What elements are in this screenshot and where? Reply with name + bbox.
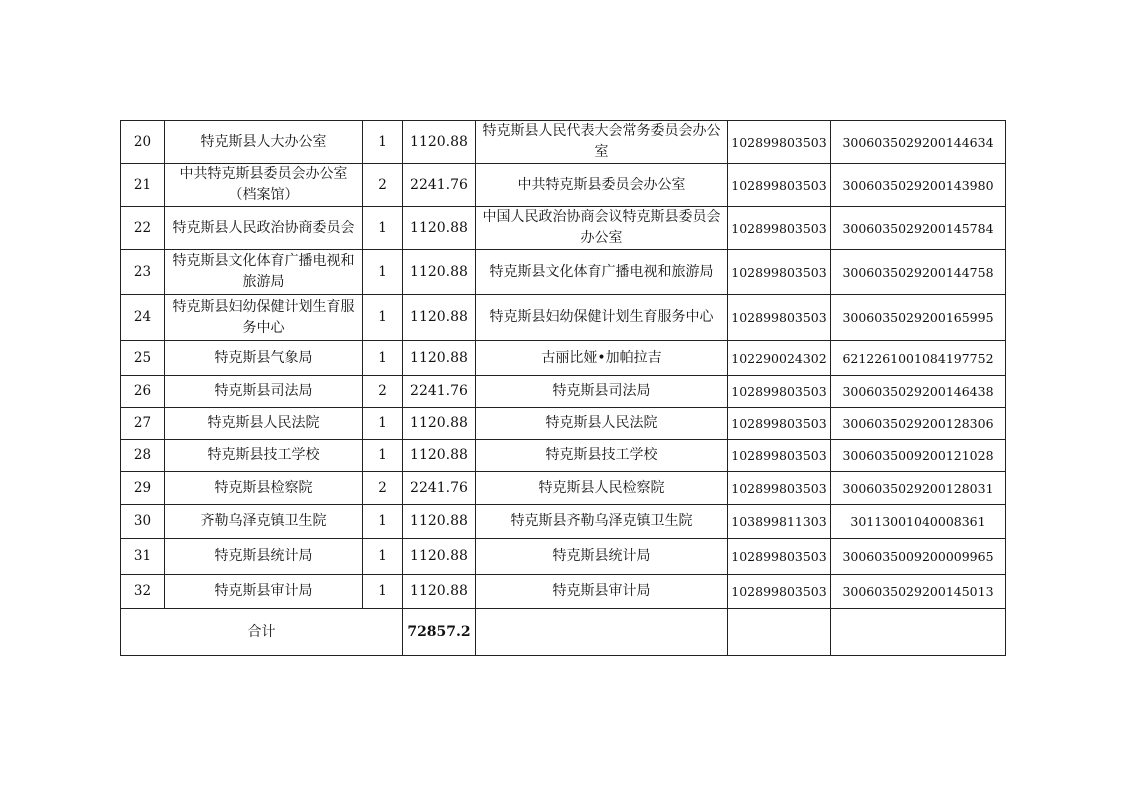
amount: 1120.88 bbox=[403, 121, 476, 164]
account-number: 3006035029200146438 bbox=[831, 376, 1006, 408]
person-count: 1 bbox=[363, 207, 403, 250]
table-body bbox=[121, 121, 1006, 656]
unit-name: 特克斯县妇幼保健计划生育服务中心 bbox=[165, 295, 363, 341]
unit-name: 特克斯县司法局 bbox=[165, 376, 363, 408]
person-count: 2 bbox=[363, 164, 403, 207]
bank-number: 102899803503 bbox=[728, 295, 831, 341]
payee-name: 特克斯县妇幼保健计划生育服务中心 bbox=[476, 295, 728, 341]
row-number: 23 bbox=[121, 250, 165, 295]
bank-number: 102899803503 bbox=[728, 207, 831, 250]
account-number: 3006035029200145013 bbox=[831, 575, 1006, 609]
unit-name: 特克斯县文化体育广播电视和旅游局 bbox=[165, 250, 363, 295]
unit-name: 特克斯县人民政治协商委员会 bbox=[165, 207, 363, 250]
table-row bbox=[121, 505, 1006, 539]
amount: 1120.88 bbox=[403, 505, 476, 539]
table-row bbox=[121, 376, 1006, 408]
payee-name: 特克斯县司法局 bbox=[476, 376, 728, 408]
payee-name: 特克斯县人民法院 bbox=[476, 408, 728, 440]
person-count: 1 bbox=[363, 505, 403, 539]
account-number: 3006035009200009965 bbox=[831, 539, 1006, 575]
amount: 2241.76 bbox=[403, 164, 476, 207]
table-row bbox=[121, 121, 1006, 164]
payee-name: 中国人民政治协商会议特克斯县委员会办公室 bbox=[476, 207, 728, 250]
table-row bbox=[121, 575, 1006, 609]
person-count: 1 bbox=[363, 250, 403, 295]
row-number: 28 bbox=[121, 440, 165, 472]
table-row bbox=[121, 440, 1006, 472]
transfer-table bbox=[120, 120, 1006, 656]
account-number: 6212261001084197752 bbox=[831, 341, 1006, 376]
table-row bbox=[121, 295, 1006, 341]
account-number: 3006035029200144634 bbox=[831, 121, 1006, 164]
person-count: 1 bbox=[363, 539, 403, 575]
table-row bbox=[121, 164, 1006, 207]
account-number: 3006035029200145784 bbox=[831, 207, 1006, 250]
payee-name: 特克斯县人民代表大会常务委员会办公室 bbox=[476, 121, 728, 164]
amount: 1120.88 bbox=[403, 575, 476, 609]
account-number: 3006035029200128031 bbox=[831, 472, 1006, 505]
total-label: 合计 bbox=[121, 609, 403, 656]
amount: 1120.88 bbox=[403, 250, 476, 295]
unit-name: 齐勒乌泽克镇卫生院 bbox=[165, 505, 363, 539]
bank-number: 102899803503 bbox=[728, 408, 831, 440]
account-number: 3006035029200144758 bbox=[831, 250, 1006, 295]
amount: 2241.76 bbox=[403, 472, 476, 505]
bank-number: 103899811303 bbox=[728, 505, 831, 539]
account-number: 3006035009200121028 bbox=[831, 440, 1006, 472]
row-number: 26 bbox=[121, 376, 165, 408]
unit-name: 中共特克斯县委员会办公室（档案馆） bbox=[165, 164, 363, 207]
unit-name: 特克斯县技工学校 bbox=[165, 440, 363, 472]
payee-name: 特克斯县齐勒乌泽克镇卫生院 bbox=[476, 505, 728, 539]
unit-name: 特克斯县人大办公室 bbox=[165, 121, 363, 164]
payee-name: 特克斯县文化体育广播电视和旅游局 bbox=[476, 250, 728, 295]
amount: 1120.88 bbox=[403, 207, 476, 250]
empty-cell bbox=[831, 609, 1006, 656]
bank-number: 102899803503 bbox=[728, 121, 831, 164]
person-count: 1 bbox=[363, 575, 403, 609]
bank-number: 102899803503 bbox=[728, 472, 831, 505]
person-count: 2 bbox=[363, 376, 403, 408]
bank-number: 102899803503 bbox=[728, 539, 831, 575]
account-number: 3006035029200128306 bbox=[831, 408, 1006, 440]
bank-number: 102899803503 bbox=[728, 376, 831, 408]
table-row bbox=[121, 207, 1006, 250]
row-number: 22 bbox=[121, 207, 165, 250]
bank-number: 102899803503 bbox=[728, 250, 831, 295]
payee-name: 古丽比娅•加帕拉吉 bbox=[476, 341, 728, 376]
payee-name: 中共特克斯县委员会办公室 bbox=[476, 164, 728, 207]
table-row bbox=[121, 408, 1006, 440]
amount: 1120.88 bbox=[403, 539, 476, 575]
account-number: 3006035029200165995 bbox=[831, 295, 1006, 341]
bank-number: 102899803503 bbox=[728, 440, 831, 472]
row-number: 30 bbox=[121, 505, 165, 539]
table-row bbox=[121, 341, 1006, 376]
person-count: 1 bbox=[363, 341, 403, 376]
person-count: 1 bbox=[363, 408, 403, 440]
person-count: 1 bbox=[363, 295, 403, 341]
person-count: 1 bbox=[363, 121, 403, 164]
account-number: 30113001040008361 bbox=[831, 505, 1006, 539]
unit-name: 特克斯县统计局 bbox=[165, 539, 363, 575]
total-value: 72857.2 bbox=[403, 609, 476, 656]
row-number: 20 bbox=[121, 121, 165, 164]
table-row bbox=[121, 250, 1006, 295]
total-row bbox=[121, 609, 1006, 656]
unit-name: 特克斯县气象局 bbox=[165, 341, 363, 376]
row-number: 21 bbox=[121, 164, 165, 207]
unit-name: 特克斯县审计局 bbox=[165, 575, 363, 609]
amount: 2241.76 bbox=[403, 376, 476, 408]
bank-number: 102899803503 bbox=[728, 164, 831, 207]
account-number: 3006035029200143980 bbox=[831, 164, 1006, 207]
row-number: 25 bbox=[121, 341, 165, 376]
row-number: 29 bbox=[121, 472, 165, 505]
empty-cell bbox=[476, 609, 728, 656]
person-count: 1 bbox=[363, 440, 403, 472]
row-number: 32 bbox=[121, 575, 165, 609]
bank-number: 102899803503 bbox=[728, 575, 831, 609]
amount: 1120.88 bbox=[403, 440, 476, 472]
payee-name: 特克斯县审计局 bbox=[476, 575, 728, 609]
row-number: 31 bbox=[121, 539, 165, 575]
amount: 1120.88 bbox=[403, 295, 476, 341]
row-number: 27 bbox=[121, 408, 165, 440]
table-row bbox=[121, 472, 1006, 505]
person-count: 2 bbox=[363, 472, 403, 505]
unit-name: 特克斯县人民法院 bbox=[165, 408, 363, 440]
amount: 1120.88 bbox=[403, 341, 476, 376]
unit-name: 特克斯县检察院 bbox=[165, 472, 363, 505]
table-row bbox=[121, 539, 1006, 575]
payee-name: 特克斯县技工学校 bbox=[476, 440, 728, 472]
bank-number: 102290024302 bbox=[728, 341, 831, 376]
amount: 1120.88 bbox=[403, 408, 476, 440]
payee-name: 特克斯县统计局 bbox=[476, 539, 728, 575]
row-number: 24 bbox=[121, 295, 165, 341]
payee-name: 特克斯县人民检察院 bbox=[476, 472, 728, 505]
empty-cell bbox=[728, 609, 831, 656]
